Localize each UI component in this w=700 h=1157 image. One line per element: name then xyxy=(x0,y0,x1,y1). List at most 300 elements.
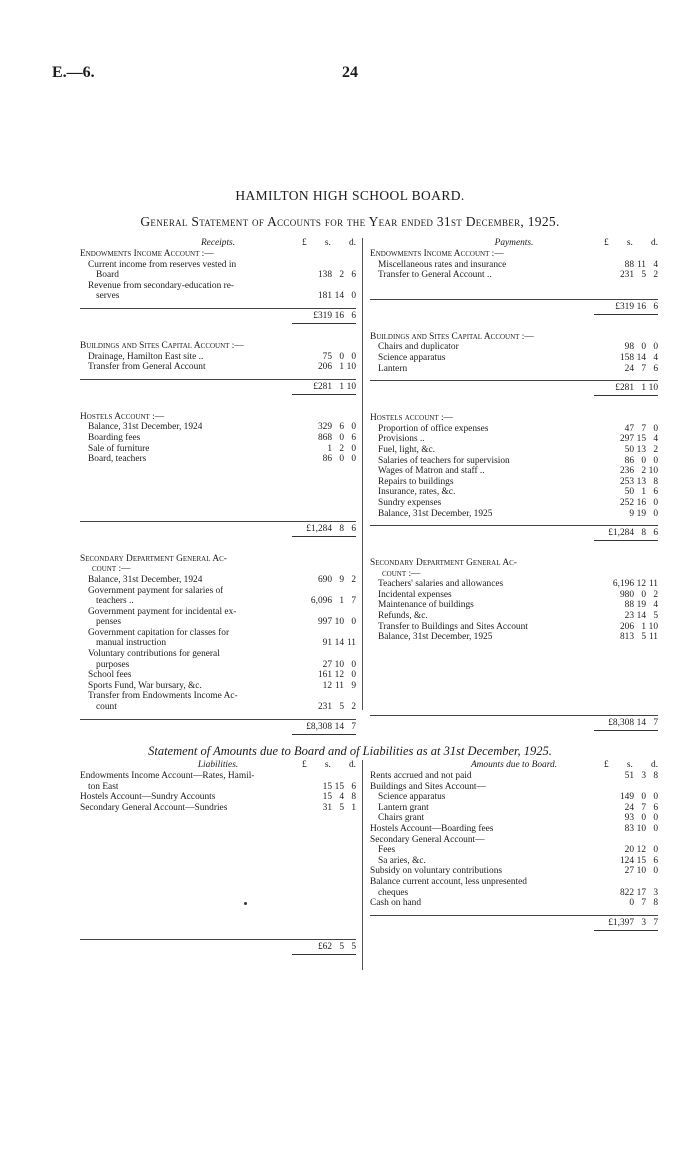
amount-pence: 0 xyxy=(351,454,356,465)
row-description: Buildings and Sites Account— xyxy=(370,781,486,792)
amount-shillings: 15 xyxy=(636,855,646,866)
amount-pounds: 47 xyxy=(624,423,634,434)
amount-pence: 0 xyxy=(653,497,658,508)
ledger-row xyxy=(80,270,356,281)
section-total xyxy=(80,719,356,734)
amount-shillings: 16 xyxy=(334,310,344,321)
amount-shillings: 1 xyxy=(641,621,646,632)
amount-pence: 0 xyxy=(653,813,658,824)
section-title-cont: count :— xyxy=(92,564,131,575)
amount-shillings: 2 xyxy=(339,270,344,281)
row-description: manual instruction xyxy=(96,638,167,649)
amount-shillings: 4 xyxy=(339,792,344,803)
amount-pence: 2 xyxy=(351,702,356,713)
row-description: Transfer from General Account xyxy=(88,362,206,373)
row-description: Balance, 31st December, 1924 xyxy=(88,422,203,433)
row-description: purposes xyxy=(96,659,130,670)
amount-shillings: 1 xyxy=(641,383,646,394)
amount-shillings: 5 xyxy=(339,942,344,953)
amount-shillings: 0 xyxy=(641,792,646,803)
row-description: Refunds, &c. xyxy=(378,611,428,622)
row-description: Rents accrued and not paid xyxy=(370,771,472,781)
amount-pence: 10 xyxy=(648,466,658,477)
amount-shillings: 5 xyxy=(339,702,344,713)
amount-pence: 0 xyxy=(351,617,356,628)
amount-pounds: 9 xyxy=(629,508,634,519)
amount-pence: 0 xyxy=(653,823,658,834)
amount-shillings: 7 xyxy=(641,363,646,374)
amount-shillings: 14 xyxy=(334,291,344,302)
ledger-row xyxy=(370,792,658,803)
row-description: Teachers' salaries and allowances xyxy=(378,579,504,590)
amount-pence: 2 xyxy=(351,574,356,585)
ledger-row xyxy=(80,670,356,681)
amount-pence: 1 xyxy=(351,802,356,813)
amount-pounds: 231 xyxy=(317,702,332,713)
statement-title: General Statement of Accounts for the Year ended 31st December, 1925. xyxy=(140,214,560,229)
amount-pounds: 15 xyxy=(322,792,332,803)
amount-pounds: 1 xyxy=(327,443,332,454)
ledger-row xyxy=(80,586,356,597)
amount-shillings: 11 xyxy=(334,680,344,691)
amount-pounds: 31 xyxy=(322,802,332,813)
ledger-row xyxy=(80,260,356,271)
row-description: Balance, 31st December, 1924 xyxy=(88,574,203,585)
ledger-row xyxy=(370,845,658,856)
amount-shillings: 14 xyxy=(636,717,646,728)
amount-pence: 6 xyxy=(653,487,658,498)
amount-pence: 7 xyxy=(351,721,356,732)
liabilities-column xyxy=(80,760,356,958)
amount-pounds: 124 xyxy=(619,855,634,866)
row-description: Proportion of office expenses xyxy=(378,423,489,434)
amount-pounds: £1,284 xyxy=(608,528,634,539)
ledger-row xyxy=(370,877,658,888)
ledger-row xyxy=(80,702,356,713)
amount-shillings: 7 xyxy=(641,423,646,434)
section-title: Hostels Account :— xyxy=(80,411,165,422)
ledger-row xyxy=(370,342,658,353)
amount-pounds: 27 xyxy=(322,659,332,670)
section-title: Secondary Department General Ac- xyxy=(80,553,227,564)
ledger-row xyxy=(370,782,658,793)
amount-pounds: 6,196 xyxy=(612,579,634,590)
amount-pence: 6 xyxy=(351,432,356,443)
amount-pence: 10 xyxy=(346,381,356,392)
ledger-row xyxy=(80,792,356,803)
ledger-row xyxy=(80,681,356,692)
amount-pounds: £8,308 xyxy=(306,721,332,732)
ledger-row xyxy=(80,575,356,586)
column-heading: Payments. £ s. d. xyxy=(494,238,658,248)
ledger-row xyxy=(370,866,658,877)
row-description: Wages of Matron and staff .. xyxy=(378,466,485,477)
section-total xyxy=(370,299,658,314)
amount-shillings: 12 xyxy=(636,579,646,590)
ledger-row xyxy=(370,487,658,498)
amount-pence: 8 xyxy=(653,771,658,781)
row-description: Science apparatus xyxy=(378,792,446,803)
ledger-row xyxy=(370,611,658,622)
row-description: Salaries of teachers for supervision xyxy=(378,455,510,466)
amount-pence: 8 xyxy=(653,476,658,487)
ledger-row xyxy=(370,466,658,477)
amount-pounds: £319 xyxy=(313,310,332,321)
row-description: Sundry expenses xyxy=(378,497,442,508)
amount-pounds: £1,284 xyxy=(306,523,332,534)
document-title: HAMILTON HIGH SCHOOL BOARD. xyxy=(235,188,465,203)
amount-pence: 5 xyxy=(653,611,658,622)
ledger-row xyxy=(80,691,356,702)
amount-pounds: 86 xyxy=(624,455,634,466)
column-heading: Liabilities. £ s. d. xyxy=(197,760,356,770)
amount-pounds: 98 xyxy=(624,342,634,353)
ledger-row xyxy=(80,281,356,292)
ledger-row xyxy=(370,364,658,375)
amount-shillings: 0 xyxy=(641,455,646,466)
ledger-row xyxy=(80,782,356,793)
ledger-row xyxy=(80,660,356,671)
amount-shillings: 5 xyxy=(641,632,646,643)
amount-pence: 8 xyxy=(351,792,356,803)
ledger-row xyxy=(370,771,658,782)
amount-pounds: 206 xyxy=(619,621,634,632)
amount-shillings: 19 xyxy=(636,600,646,611)
amount-pounds: 88 xyxy=(624,600,634,611)
amount-pounds: £62 xyxy=(317,942,332,953)
amount-shillings: 10 xyxy=(636,866,646,877)
column-heading: Receipts. £ s. d. xyxy=(200,238,356,248)
amount-pence: 7 xyxy=(351,596,356,607)
amount-shillings: 15 xyxy=(334,781,344,792)
ledger-row xyxy=(370,509,658,520)
ledger-row xyxy=(370,600,658,611)
amount-shillings: 13 xyxy=(636,444,646,455)
section-total xyxy=(370,715,658,730)
amount-pence: 6 xyxy=(653,528,658,539)
row-description: Balance, 31st December, 1925 xyxy=(378,508,493,519)
amount-pounds: 75 xyxy=(322,351,332,362)
amount-pence: 5 xyxy=(351,942,356,953)
row-description: Current income from reserves vested in xyxy=(88,259,237,270)
amount-pounds: £1,397 xyxy=(608,917,634,928)
receipts-column xyxy=(80,238,356,752)
amount-pounds: 0 xyxy=(629,898,634,909)
ledger-row xyxy=(370,434,658,445)
row-description: Hostels Account—Sundry Accounts xyxy=(80,792,216,803)
row-description: cheques xyxy=(378,887,409,898)
amount-pence: 3 xyxy=(653,887,658,898)
amount-shillings: 9 xyxy=(339,574,344,585)
amount-pounds: 23 xyxy=(624,611,634,622)
amount-shillings: 5 xyxy=(339,802,344,813)
row-description: Hostels Account—Boarding fees xyxy=(370,823,494,834)
section-total xyxy=(370,915,658,930)
amount-shillings: 5 xyxy=(641,270,646,281)
currency-symbol: £ xyxy=(302,238,307,248)
amount-pounds: 138 xyxy=(317,270,332,281)
ledger-row xyxy=(370,445,658,456)
currency-header xyxy=(302,238,356,249)
ledger-row xyxy=(80,638,356,649)
row-description: Chairs grant xyxy=(378,813,425,824)
amount-pence: 11 xyxy=(648,579,658,590)
row-description: Secondary General Account—Sundries xyxy=(80,802,228,813)
amount-pence: 4 xyxy=(653,259,658,270)
currency-header xyxy=(302,760,356,771)
amount-pence: 0 xyxy=(653,423,658,434)
column-divider-2 xyxy=(362,760,363,970)
amount-pence: 6 xyxy=(351,270,356,281)
currency-symbol: d. xyxy=(348,760,356,770)
amount-shillings: 10 xyxy=(636,823,646,834)
section-total xyxy=(80,939,356,954)
amount-pounds: 93 xyxy=(624,813,634,824)
row-description: Chairs and duplicator xyxy=(378,342,459,353)
column-heading: Amounts due to Board. £ s. d. xyxy=(470,760,658,770)
amount-pounds: 50 xyxy=(624,487,634,498)
column-divider xyxy=(362,238,363,710)
amount-pence: 8 xyxy=(653,898,658,909)
amount-shillings: 0 xyxy=(641,589,646,600)
section-total xyxy=(370,525,658,540)
amount-pounds: 206 xyxy=(317,362,332,373)
amount-pence: 0 xyxy=(653,455,658,466)
amount-shillings: 16 xyxy=(636,497,646,508)
section-title-cont: count :— xyxy=(382,568,421,579)
amount-pounds: 236 xyxy=(619,466,634,477)
currency-symbol: s. xyxy=(324,238,331,248)
row-description: Revenue from secondary-education re- xyxy=(88,280,235,291)
row-description: teachers .. xyxy=(96,596,134,607)
section-title: Endowments Income Account :— xyxy=(80,249,214,259)
amount-shillings: 14 xyxy=(636,611,646,622)
amount-shillings: 2 xyxy=(339,443,344,454)
ledger-row xyxy=(370,477,658,488)
amount-shillings: 14 xyxy=(334,638,344,649)
ledger-row xyxy=(80,607,356,618)
amount-pounds: 161 xyxy=(317,670,332,681)
due-to-board-column xyxy=(370,760,658,934)
currency-symbol: d. xyxy=(650,760,658,770)
ledger-row xyxy=(370,632,658,643)
amount-pence: 2 xyxy=(653,589,658,600)
amount-pounds: £319 xyxy=(615,301,634,312)
section-total xyxy=(370,380,658,395)
amount-pence: 0 xyxy=(351,422,356,433)
amount-shillings: 8 xyxy=(641,528,646,539)
row-description: Miscellaneous rates and insurance xyxy=(378,259,507,270)
amount-pence: 0 xyxy=(653,342,658,353)
row-description: Board xyxy=(96,270,119,281)
amount-pence: 6 xyxy=(653,363,658,374)
row-description: ton East xyxy=(88,781,119,792)
amount-pounds: 15 xyxy=(322,781,332,792)
row-description: Repairs to buildings xyxy=(378,476,454,487)
amount-pounds: 27 xyxy=(624,866,634,877)
ledger-row xyxy=(370,424,658,435)
amount-pence: 4 xyxy=(653,600,658,611)
row-description: Drainage, Hamilton East site .. xyxy=(88,351,204,362)
amount-pounds: £281 xyxy=(313,381,332,392)
ledger-row xyxy=(80,628,356,639)
total-rule xyxy=(292,954,356,958)
amount-pounds: £8,308 xyxy=(608,717,634,728)
amount-pounds: 253 xyxy=(619,476,634,487)
row-description: Fuel, light, &c. xyxy=(378,444,436,455)
ledger-row xyxy=(80,649,356,660)
ledger-row xyxy=(80,433,356,444)
ledger-row xyxy=(80,291,356,302)
row-description: Transfer from Endowments Income Ac- xyxy=(88,691,238,702)
amount-pence: 6 xyxy=(351,523,356,534)
amount-pounds: 997 xyxy=(317,617,332,628)
ledger-row xyxy=(370,353,658,364)
amount-shillings: 14 xyxy=(334,721,344,732)
amount-pence: 10 xyxy=(346,362,356,373)
row-description: Maintenance of buildings xyxy=(378,600,474,611)
currency-header xyxy=(604,238,658,249)
amount-pounds: 980 xyxy=(619,589,634,600)
ledger-row xyxy=(370,824,658,835)
amount-pounds: 813 xyxy=(619,632,634,643)
amount-shillings: 7 xyxy=(641,898,646,909)
section-total xyxy=(80,379,356,394)
ledger-row xyxy=(80,352,356,363)
row-description: Sa aries, &c. xyxy=(378,855,426,866)
row-description: Secondary General Account— xyxy=(370,834,485,845)
amount-pounds: 50 xyxy=(624,444,634,455)
amount-shillings: 11 xyxy=(636,259,646,270)
row-description: Transfer to General Account .. xyxy=(378,270,492,281)
amount-pence: 0 xyxy=(351,670,356,681)
ledger-row xyxy=(370,835,658,846)
amount-pounds: 231 xyxy=(619,270,634,281)
amount-pounds: 252 xyxy=(619,497,634,508)
row-description: Sale of furniture xyxy=(88,443,150,454)
amount-pence: 6 xyxy=(653,802,658,813)
ledger-row xyxy=(370,803,658,814)
amount-pence: 0 xyxy=(351,351,356,362)
amount-shillings: 13 xyxy=(636,476,646,487)
ledger-row xyxy=(370,813,658,824)
amount-pence: 6 xyxy=(351,781,356,792)
amount-pounds: 149 xyxy=(619,792,634,803)
amount-pounds: 6,096 xyxy=(310,596,332,607)
amount-pence: 4 xyxy=(653,352,658,363)
row-description: count xyxy=(96,702,117,713)
amount-shillings: 1 xyxy=(339,596,344,607)
ledger-row xyxy=(80,454,356,465)
row-description: Government capitation for classes for xyxy=(88,627,230,638)
ledger-row xyxy=(80,771,356,782)
amount-shillings: 16 xyxy=(636,301,646,312)
row-description: Boarding fees xyxy=(88,432,141,443)
amount-pence: 4 xyxy=(653,434,658,445)
amount-pence: 9 xyxy=(351,680,356,691)
amount-shillings: 15 xyxy=(636,434,646,445)
ledger-row xyxy=(370,898,658,909)
amount-pounds: 20 xyxy=(624,845,634,856)
row-description: serves xyxy=(96,291,120,302)
amount-shillings: 6 xyxy=(339,422,344,433)
amount-pounds: 24 xyxy=(624,363,634,374)
ledger-row xyxy=(80,362,356,373)
amount-pence: 2 xyxy=(653,444,658,455)
currency-symbol: £ xyxy=(604,760,609,770)
ink-mark xyxy=(244,902,247,905)
row-description: Insurance, rates, &c. xyxy=(378,487,456,498)
section-total xyxy=(80,521,356,536)
ledger-row xyxy=(80,444,356,455)
amount-shillings: 10 xyxy=(334,659,344,670)
ledger-row xyxy=(370,498,658,509)
amount-shillings: 2 xyxy=(641,466,646,477)
amount-pence: 6 xyxy=(653,301,658,312)
amount-pence: 0 xyxy=(653,792,658,803)
row-description: Transfer to Buildings and Sites Account xyxy=(378,621,528,632)
row-description: School fees xyxy=(88,670,132,681)
amount-pence: 0 xyxy=(653,508,658,519)
amount-shillings: 12 xyxy=(636,845,646,856)
amount-pence: 6 xyxy=(351,310,356,321)
currency-symbol: s. xyxy=(324,760,331,770)
ledger-row xyxy=(370,579,658,590)
amount-pounds: 91 xyxy=(322,638,332,649)
amount-shillings: 7 xyxy=(641,802,646,813)
currency-symbol: s. xyxy=(626,238,633,248)
row-description: Government payment for salaries of xyxy=(88,585,224,596)
amount-shillings: 0 xyxy=(339,454,344,465)
page-reference: E.—6. xyxy=(52,64,95,81)
amount-pounds: 12 xyxy=(322,680,332,691)
row-description: Lantern grant xyxy=(378,802,429,813)
ledger-row xyxy=(370,888,658,899)
amount-pence: 10 xyxy=(648,621,658,632)
row-description: Sports Fund, War bursary, &c. xyxy=(88,680,202,691)
amount-shillings: 3 xyxy=(641,917,646,928)
amount-pounds: 83 xyxy=(624,823,634,834)
row-description: Government payment for incidental ex- xyxy=(88,606,237,617)
amount-shillings: 1 xyxy=(641,487,646,498)
amount-shillings: 1 xyxy=(339,362,344,373)
row-description: penses xyxy=(96,617,121,628)
ledger-row xyxy=(80,596,356,607)
amount-pence: 0 xyxy=(653,845,658,856)
currency-symbol: £ xyxy=(302,760,307,770)
amount-pounds: 86 xyxy=(322,454,332,465)
amount-shillings: 14 xyxy=(636,352,646,363)
page-number: 24 xyxy=(342,64,358,81)
amount-pounds: 329 xyxy=(317,422,332,433)
row-description: Voluntary contributions for general xyxy=(88,649,220,660)
amount-pence: 7 xyxy=(653,717,658,728)
ledger-row xyxy=(80,803,356,814)
amount-pounds: 51 xyxy=(624,771,634,781)
row-description: Science apparatus xyxy=(378,352,446,363)
section-title: Buildings and Sites Capital Account :— xyxy=(80,340,244,351)
amount-pounds: 822 xyxy=(619,887,634,898)
ledger-row xyxy=(370,270,658,281)
amount-pounds: £281 xyxy=(615,383,634,394)
ledger-row xyxy=(80,617,356,628)
amount-pounds: 88 xyxy=(624,259,634,270)
ledger-row xyxy=(370,260,658,271)
amount-shillings: 0 xyxy=(641,813,646,824)
liabilities-statement-title: Statement of Amounts due to Board and of Liabilities as at 31st December, 1925. xyxy=(148,744,552,758)
amount-shillings: 3 xyxy=(641,771,646,781)
amount-pence: 11 xyxy=(346,638,356,649)
